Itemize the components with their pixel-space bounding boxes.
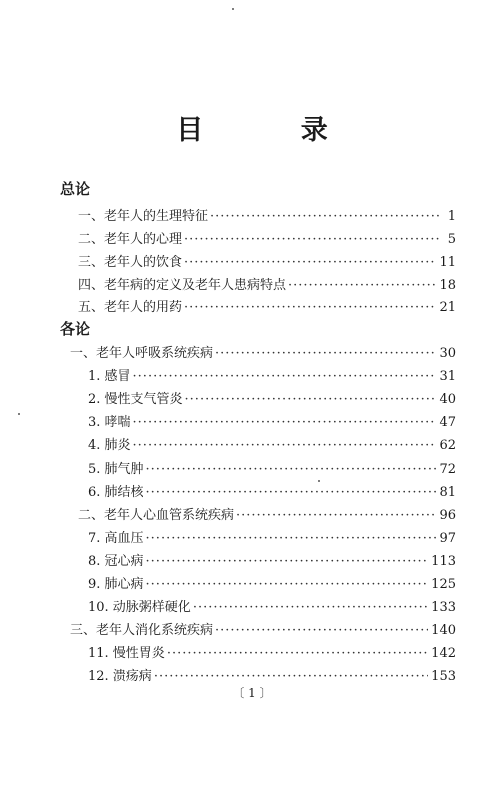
- toc-entry[interactable]: [78, 228, 456, 248]
- dot-leader: [146, 554, 429, 569]
- dot-leader: [215, 346, 436, 361]
- toc-entry-page: 11: [439, 255, 456, 270]
- dot-leader: [133, 369, 437, 384]
- toc-entry-page: 72: [439, 462, 456, 477]
- dot-leader: [215, 623, 428, 638]
- toc-entry-label: 3. 哮喘: [88, 415, 131, 430]
- toc-entry-page: 31: [439, 369, 456, 384]
- page-number-footer: 〔 1 〕: [232, 686, 272, 700]
- toc-entry[interactable]: [70, 342, 456, 362]
- toc-entry-page: 97: [439, 531, 456, 546]
- toc-entry-label: 9. 肺心病: [88, 577, 144, 592]
- toc-entry-label: 五、老年人的用药: [78, 300, 183, 315]
- toc-entry-page: 96: [439, 508, 456, 523]
- toc-entry[interactable]: [70, 619, 456, 639]
- toc-entry-page: 81: [439, 485, 456, 500]
- dot-leader: [193, 600, 428, 615]
- toc-entry[interactable]: [78, 274, 456, 294]
- toc-entry-label: 10. 动脉粥样硬化: [88, 600, 191, 615]
- toc-entry-page: 40: [439, 392, 456, 407]
- toc-entry[interactable]: [88, 434, 456, 454]
- toc-entry-page: 62: [439, 438, 456, 453]
- toc-entry-label: 二、老年人的心理: [78, 232, 183, 247]
- toc-entry[interactable]: [88, 527, 456, 547]
- dot-leader: [184, 255, 436, 270]
- dot-leader: [167, 646, 428, 661]
- dot-leader: [146, 577, 429, 592]
- toc-entry-page: 140: [431, 623, 456, 638]
- toc-entry-label: 7. 高血压: [88, 531, 144, 546]
- toc-entry-label: 三、老年人消化系统疾病: [70, 623, 214, 638]
- toc-entry-page: 47: [439, 415, 456, 430]
- toc-entry-label: 11. 慢性胃炎: [88, 646, 165, 661]
- toc-entry-page: 1: [447, 209, 456, 224]
- toc-entry-page: 113: [431, 554, 456, 569]
- toc-entry[interactable]: [78, 251, 456, 271]
- toc-entry-label: 二、老年人心血管系统疾病: [78, 508, 235, 523]
- dot-leader: [146, 462, 437, 477]
- toc-entry[interactable]: [88, 550, 456, 570]
- toc-entry-page: 153: [431, 669, 456, 684]
- dot-leader: [288, 278, 436, 293]
- toc-entry-page: 30: [439, 346, 456, 361]
- toc-entry[interactable]: [88, 573, 456, 593]
- toc-entry[interactable]: [88, 388, 456, 408]
- toc-entry-page: 142: [431, 646, 456, 661]
- toc-entry[interactable]: [78, 504, 456, 524]
- toc-entry-page: 125: [431, 577, 456, 592]
- scan-speck: [318, 480, 320, 482]
- dot-leader: [154, 669, 428, 684]
- toc-entry[interactable]: [78, 205, 456, 225]
- dot-leader: [185, 392, 437, 407]
- toc-entry[interactable]: [88, 411, 456, 431]
- dot-leader: [236, 508, 436, 523]
- toc-entry-label: 三、老年人的饮食: [78, 255, 183, 270]
- dot-leader: [133, 438, 437, 453]
- toc-entry-page: 18: [439, 278, 456, 293]
- toc-entry-label: 四、老年病的定义及老年人患病特点: [78, 278, 287, 293]
- dot-leader: [146, 531, 437, 546]
- toc-entry[interactable]: [88, 665, 456, 685]
- toc-entry[interactable]: [88, 642, 456, 662]
- toc-entry-label: 一、老年人呼吸系统疾病: [70, 346, 214, 361]
- scan-speck: [18, 413, 20, 415]
- toc-entry[interactable]: [88, 365, 456, 385]
- toc-entry-label: 6. 肺结核: [88, 485, 144, 500]
- toc-entry-label: 5. 肺气肿: [88, 462, 144, 477]
- dot-leader: [210, 209, 439, 224]
- toc-entry-label: 12. 溃疡病: [88, 669, 152, 684]
- toc-entry-label: 8. 冠心病: [88, 554, 144, 569]
- toc-entry-label: 一、老年人的生理特征: [78, 209, 209, 224]
- section-heading-specific: 各论: [60, 320, 91, 338]
- toc-entry[interactable]: [78, 296, 456, 316]
- dot-leader: [146, 485, 437, 500]
- toc-entry-page: 5: [447, 232, 456, 247]
- page-title: 目 录: [176, 115, 372, 146]
- toc-entry[interactable]: [88, 481, 456, 501]
- dot-leader: [133, 415, 437, 430]
- toc-entry[interactable]: [88, 596, 456, 616]
- scan-speck: [232, 8, 234, 10]
- toc-entry[interactable]: [88, 458, 456, 478]
- toc-entry-label: 2. 慢性支气管炎: [88, 392, 183, 407]
- toc-entry-label: 1. 感冒: [88, 369, 131, 384]
- dot-leader: [184, 232, 439, 247]
- dot-leader: [184, 300, 436, 315]
- toc-entry-page: 21: [439, 300, 456, 315]
- toc-entry-page: 133: [431, 600, 456, 615]
- toc-entry-label: 4. 肺炎: [88, 438, 131, 453]
- section-heading-general: 总论: [60, 180, 91, 198]
